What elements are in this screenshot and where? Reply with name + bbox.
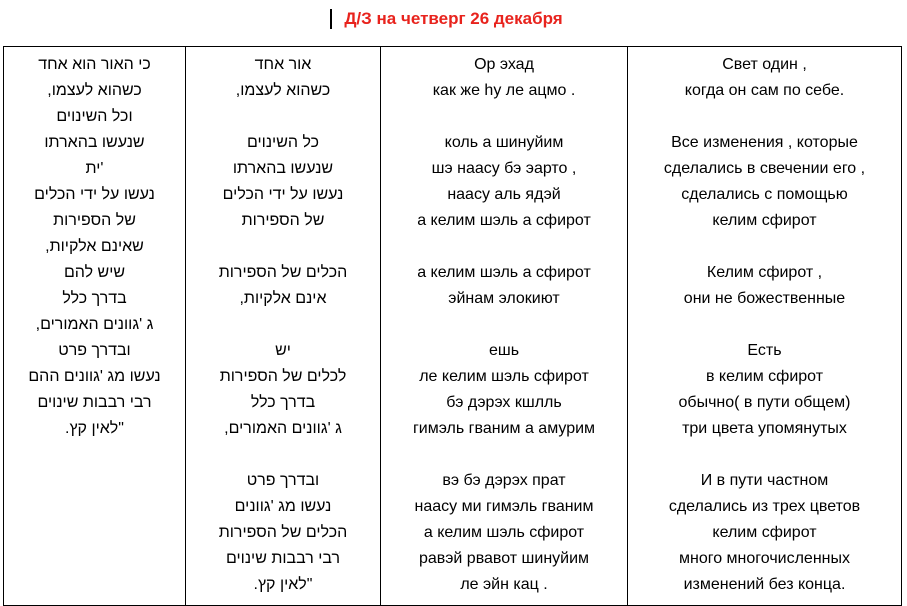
text-line: ובדרך פרט <box>246 472 320 489</box>
text-line: אור אחד <box>254 56 312 73</box>
text-line: когда он сам по себе. <box>684 82 845 99</box>
text-line: אינם אלקיות, <box>239 290 327 307</box>
text-line: בדרך כלל <box>250 394 316 411</box>
translation-cell[interactable] <box>628 47 902 606</box>
text-line: של הספירות <box>53 212 136 229</box>
text-line: ובדרך פרט <box>58 342 131 359</box>
text-line: сделались в свечении его , <box>663 160 866 177</box>
text-line: а келим шэль а сфирот <box>417 212 591 229</box>
text-line: שיש להם <box>63 264 126 281</box>
text-line: ле келим шэль сфирот <box>419 368 589 385</box>
text-line: Свет один , <box>722 56 807 73</box>
hebrew-original-cell[interactable] <box>4 47 186 606</box>
text-line: три цвета упомянутых <box>682 420 847 437</box>
text-line: ешь <box>488 342 520 359</box>
document-table <box>3 46 902 606</box>
text-line: как же hу ле ацмо . <box>432 82 576 99</box>
text-line: של הספירות <box>241 212 325 229</box>
text-line: наасу аль ядэй <box>447 186 561 203</box>
text-line: шэ наасу бэ эарто , <box>431 160 577 177</box>
text-line: הכלים של הספירות <box>218 264 348 281</box>
text-line: Келим сфирот , <box>706 264 823 281</box>
text-line <box>190 104 376 130</box>
text-line: נעשו על ידי הכלים <box>222 186 344 203</box>
text-line <box>385 442 623 468</box>
text-line: И в пути частном <box>700 472 829 489</box>
text-line: ג 'גוונים האמורים, <box>35 316 154 333</box>
text-line <box>190 442 376 468</box>
text-line: а келим шэль сфирот <box>423 524 585 541</box>
text-line: келим сфирот <box>712 524 817 541</box>
text-line: гимэль гваним а амурим <box>412 420 596 437</box>
text-line: Все изменения , которые <box>671 134 858 151</box>
text-line: "לאין קץ. <box>253 576 313 593</box>
hebrew-split-cell[interactable] <box>186 47 381 606</box>
page-title: Д/З на четверг 26 декабря <box>344 9 563 28</box>
transliteration-cell[interactable] <box>381 47 628 606</box>
text-line: נעשו מג 'גוונים ההם <box>28 368 161 385</box>
text-line <box>190 312 376 338</box>
text-line: Есть <box>747 342 782 359</box>
text-line: בדרך כלל <box>62 290 127 307</box>
text-line <box>632 104 897 130</box>
text-line: שנעשו בהארתו <box>232 160 334 177</box>
text-line <box>385 312 623 338</box>
text-line: вэ бэ дэрэх прат <box>442 472 566 489</box>
text-line: ле эйн кац . <box>460 576 548 593</box>
text-line: изменений без конца. <box>683 576 846 593</box>
text-line <box>632 234 897 260</box>
text-line: эйнам элокиют <box>448 290 560 307</box>
text-line: равэй рвавот шинуйим <box>418 550 590 567</box>
text-line: Ор эхад <box>474 56 534 73</box>
text-line: כשהוא לעצמו, <box>235 82 331 99</box>
text-line: коль а шинуйим <box>444 134 564 151</box>
text-line: הכלים של הספירות <box>218 524 348 541</box>
text-line: сделались из трех цветов <box>668 498 861 515</box>
text-line: כל השינוים <box>246 134 320 151</box>
text-line: а келим шэль а сфирот <box>417 264 591 281</box>
text-cursor <box>330 9 332 29</box>
text-line: сделались с помощью <box>681 186 848 203</box>
text-line <box>190 234 376 260</box>
text-line: ג 'גוונים האמורים, <box>224 420 342 437</box>
text-line: רבי רבבות שינוים <box>37 394 152 411</box>
text-line: כשהוא לעצמו, <box>47 82 142 99</box>
text-line: רבי רבבות שינוים <box>225 550 340 567</box>
text-line: келим сфирот <box>712 212 817 229</box>
text-line <box>385 104 623 130</box>
table-row <box>4 47 902 606</box>
text-line: много многочисленных <box>678 550 850 567</box>
text-line: כי האור הוא אחד <box>38 56 151 73</box>
text-line <box>632 442 897 468</box>
text-line: бэ дэрэх кшлль <box>446 394 562 411</box>
text-line <box>632 312 897 338</box>
text-line: 'ית <box>85 160 104 177</box>
text-line <box>385 234 623 260</box>
text-line: в келим сфирот <box>705 368 824 385</box>
text-line: "לאין קץ. <box>65 420 124 437</box>
text-line: שאינם אלקיות, <box>45 238 144 255</box>
text-line: наасу ми гимэль гваним <box>414 498 594 515</box>
text-line: נעשו מג 'גוונים <box>234 498 332 515</box>
text-line: обычно( в пути общем) <box>678 394 851 411</box>
text-line: לכלים של הספירות <box>219 368 347 385</box>
text-line: שנעשו בהארתו <box>44 134 145 151</box>
text-line: וכל השינוים <box>56 108 133 125</box>
text-line: יש <box>275 342 291 359</box>
text-line: они не божественные <box>683 290 846 307</box>
text-line: נעשו על ידי הכלים <box>34 186 155 203</box>
